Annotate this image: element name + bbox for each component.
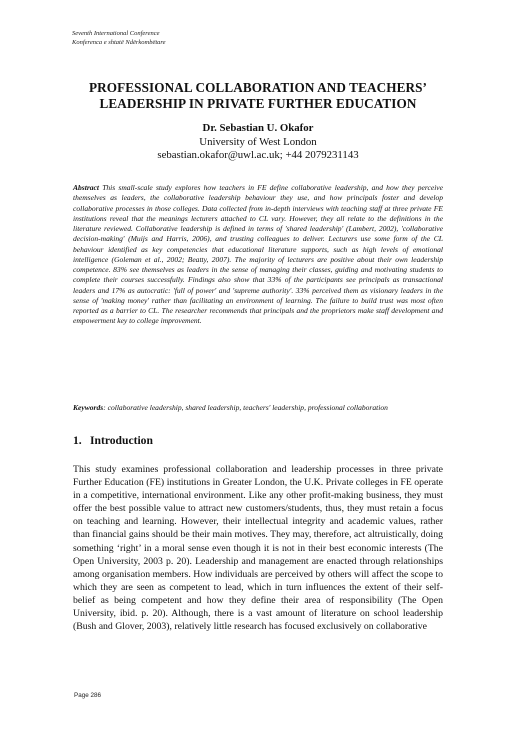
paper-title-line-2: LEADERSHIP IN PRIVATE FURTHER EDUCATION <box>99 96 417 111</box>
conference-header-line-english: Seventh International Conference <box>72 30 160 37</box>
keywords-text: : collaborative leadership, shared leadership, teachers' leadership, professional collaboration <box>103 403 388 412</box>
keywords-label: Keywords <box>73 403 104 412</box>
body-paragraph: This study examines professional collaboration and leadership processes in three private Further Education (FE) institutions in Greater London, the U.K. Private colleges in FE operate in a competitive, international environment. Like any other profit-making business, they must offer the best possible value to attract new customers/students, thus, they must retain a focus on teaching and learning. However, their intellectual integrity and academic values, rather than financial gains should be their main motives. They may, therefore, act altruistically, doing something ‘right’ in a moral sense even though it is not in their best economic interests (The Open University, 2003 p. 20). Leadership and management are enacted through relationships among organisation members. How individuals are perceived by others will affect the scope to which they are seen as competent to lead, which in turn influences the extent of their self-belief as being competent and how they define their area of responsibility (The Open University, ibid. p. 20). Although, there is a vast amount of literature on school leadership (Bush and Glover, 2003), relatively little research has focused exclusively on collaborative <box>73 464 443 633</box>
keywords <box>73 403 443 413</box>
abstract <box>73 183 443 327</box>
author-block <box>60 122 456 163</box>
section-number: 1. <box>73 434 82 447</box>
page-number: Page 286 <box>74 692 101 699</box>
conference-header-line-albanian: Konferenca e shtatë Ndërkombëtare <box>72 38 166 46</box>
paper-title <box>60 80 456 112</box>
author-contact: sebastian.okafor@uwl.ac.uk; +44 2079231143 <box>157 149 359 162</box>
section-title: Introduction <box>90 434 153 447</box>
conference-header <box>72 30 166 47</box>
abstract-label: Abstract <box>73 183 99 192</box>
paper-title-line-1: PROFESSIONAL COLLABORATION AND TEACHERS’ <box>88 80 428 95</box>
abstract-text: This small-scale study explores how teachers in FE define collaborative leadership, and how they perceive themselves as leaders, the collaborative leadership behaviour they use, and how principals foster and develop collaborative processes in those colleges. Data collected from in-depth interviews with teaching staff at three private FE institutions reveal that the meanings lecturers attached to CL vary. However, they all relate to the definitions in the literature reviewed. Collaborative leadership is defined in terms of 'shared leadership' (Lambert, 2002), 'collaborative decision-making' (Muijs and Harris, 2006), and trusting colleagues to deliver. Lecturers use some form of the CL behaviour identified as key competencies that educational literature supports, such as high levels of emotional intelligence (Goleman et al., 2002; Beatty, 2007). The majority of lecturers are positive about their own leadership competence. 83% see themselves as leaders in the sense of managing their classes, guiding and motivating students to complete their courses successfully. Findings also show that 33% of the participants see principals as transactional leaders and 17% as autocratic: 'full of power' and 'supreme authority'. 33% perceived them as visionary leaders in the sense of 'making money' rather than facilitating an environment of learning. The failure to build trust was most often reported as a barrier to CL. The researcher recommends that principals and the proprietors make staff development and empowerment key to college improvement. <box>73 183 443 326</box>
author-name: Dr. Sebastian U. Okafor <box>202 122 314 134</box>
author-affiliation: University of West London <box>199 135 317 148</box>
section-heading <box>73 434 153 448</box>
